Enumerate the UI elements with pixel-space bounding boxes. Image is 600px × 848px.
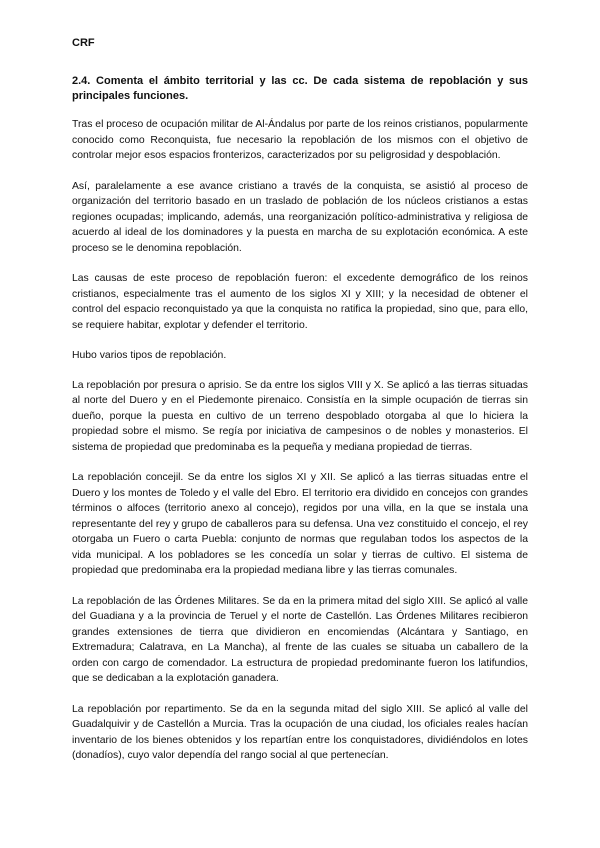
section-title: 2.4. Comenta el ámbito territorial y las cc. De cada sistema de repoblación y sus principales funciones. xyxy=(72,75,528,102)
paragraph-types-intro: Hubo varios tipos de repoblación. xyxy=(72,350,227,361)
paragraph-intro: Tras el proceso de ocupación militar de Al-Ándalus por parte de los reinos cristianos, popularmente conocido como Reconquista, fue necesario la repoblación de los mismos con el objetivo de controlar mejor esos espacios fronterizos, caracterizados por su peligrosidad y despoblación. xyxy=(72,119,528,161)
paragraph-repartimento: La repoblación por repartimento. Se da en la segunda mitad del siglo XIII. Se aplicó al valle del Guadalquivir y de Castellón a Murcia. Tras la ocupación de una ciudad, los oficiales reales hacían inventario de los bienes obtenidos y los repartían entre los conquistadores, dividiéndolos en lotes (donadíos), cuyo valor dependía del rango social al que pertenecían. xyxy=(72,703,528,761)
document-header: CRF xyxy=(72,37,95,49)
paragraph-concejil: La repoblación concejil. Se da entre los siglos XI y XII. Se aplicó a las tierras situadas entre el Duero y los montes de Toledo y el valle del Ebro. El territorio era dividido en concejos con grandes términos o alfoces (territorio anexo al concejo), regidos por una villa, en la que se instala una representante del rey y grupo de caballeros para su defensa. Una vez constituido el concejo, el rey otorgaba un Fuero o carta Puebla: conjunto de normas que regulaban todos los aspectos de la vida municipal. A los pobladores se les concedía un solar y tierras de cultivo. El sistema de propiedad que predominaba era la propiedad mediana libre y las tierras comunales. xyxy=(72,472,528,576)
document-page xyxy=(72,36,528,779)
paragraph-ordenes-militares: La repoblación de las Órdenes Militares. Se da en la primera mitad del siglo XIII. Se aplicó al valle del Guadiana y a la provincia de Teruel y el norte de Castellón. Las Órdenes Militares recibieron grandes extensiones de tierra que dividieron en encomiendas (Alcántara y Santiago, en Extremadura; Calatrava, en La Mancha), al frente de las cuales se situaba un caballero de la orden con cargo de comendador. La estructura de propiedad predominante fueron los latifundios, que se dedicaban a la explotación ganadera. xyxy=(72,595,528,684)
paragraph-presura: La repoblación por presura o aprisio. Se da entre los siglos VIII y X. Se aplicó a las tierras situadas al norte del Duero y en el Piedemonte pirenaico. Consistía en la simple ocupación de tierras sin dueño, porque la puesta en cultivo de un terreno despoblado otorgaba al que lo hiciera la propiedad sobre el mismo. Se regía por iniciativa de campesinos o de nobles y monasterios. El sistema de propiedad que predominaba es la pequeña y mediana propiedad de tierras. xyxy=(72,379,528,453)
paragraph-causes: Las causas de este proceso de repoblación fueron: el excedente demográfico de los reinos cristianos, especialmente tras el aumento de los siglos XI y XIII; y la necesidad de obtener el control del espacio reconquistado ya que la conquista no ratifica la propiedad, sino que, para ello, se requiere habitar, explotar y defender el territorio. xyxy=(72,273,528,331)
paragraph-definition: Así, paralelamente a ese avance cristiano a través de la conquista, se asistió al proceso de organización del territorio basado en un traslado de población de los núcleos cristianos a estas regiones ocupadas; implicando, además, una reorganización político-administrativa y religiosa de acuerdo al ideal de los dominadores y la puesta en marcha de su explotación económica. A este proceso se le denomina repoblación. xyxy=(72,180,528,254)
